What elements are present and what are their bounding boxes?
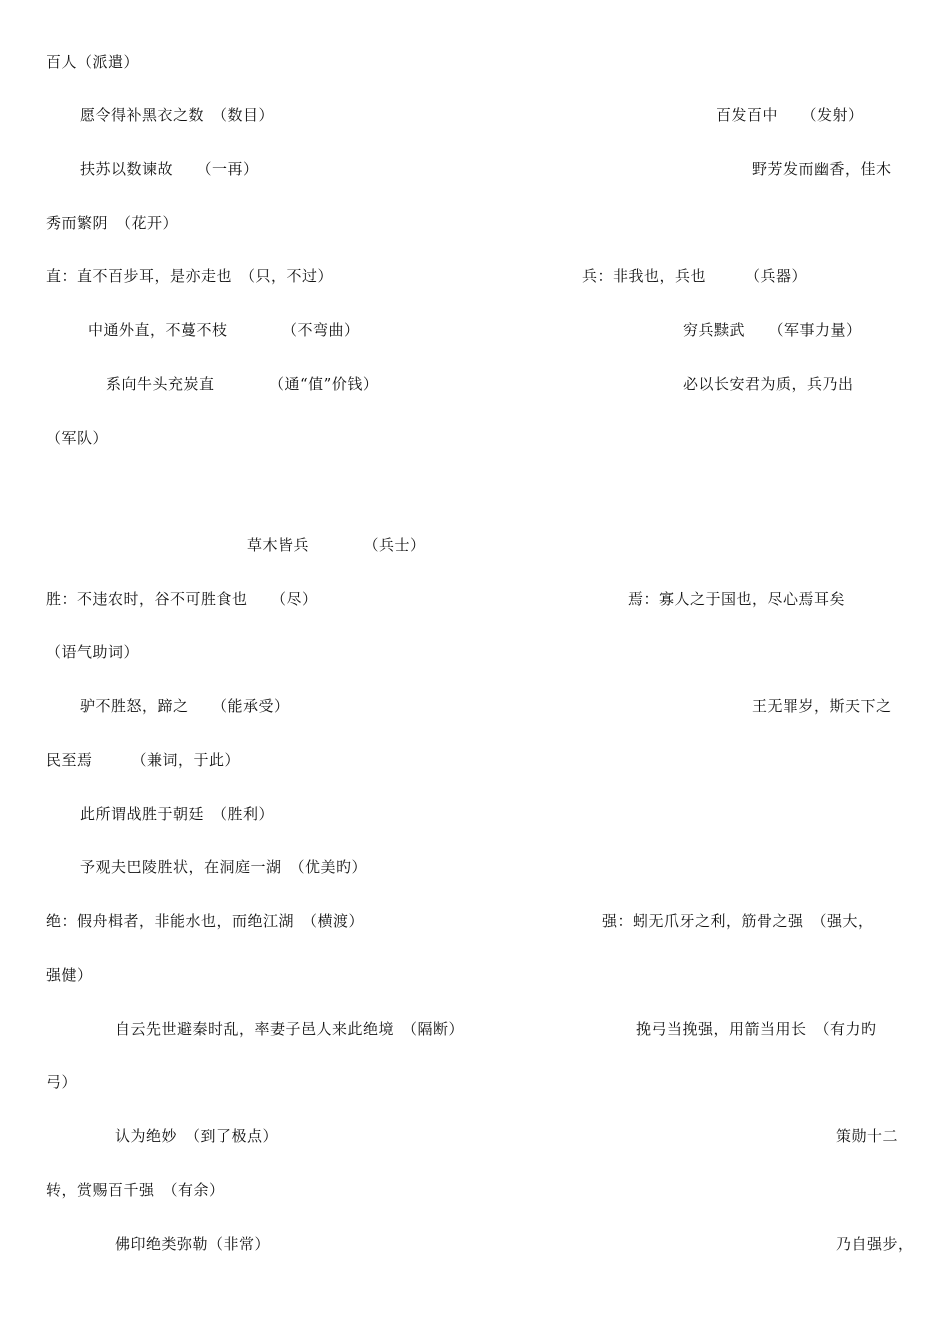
text-line: 认为绝妙 （到了极点）	[115, 1127, 279, 1145]
text-line: 系向牛头充炭直 （通“值”价钱）	[106, 375, 379, 393]
text-line: 兵：非我也，兵也 （兵器）	[582, 267, 808, 285]
text-line: 焉：寡人之于国也，尽心焉耳矣	[628, 590, 846, 608]
text-line: 草木皆兵 （兵士）	[247, 536, 426, 554]
text-line: 驴不胜怒，蹄之 （能承受）	[80, 697, 290, 715]
text-line: 此所谓战胜于朝廷 （胜利）	[80, 805, 275, 823]
text-line: 必以长安君为质，兵乃出	[683, 375, 854, 393]
text-line: 直：直不百步耳，是亦走也 （只，不过）	[46, 267, 334, 285]
text-line: 弓）	[46, 1073, 78, 1091]
text-line: 扶苏以数谏故 （一再）	[80, 160, 259, 178]
text-line: 秀而繁阴 （花开）	[46, 214, 179, 232]
text-line: 转，赏赐百千强 （有余）	[46, 1181, 225, 1199]
text-line: （语气助词）	[46, 643, 140, 661]
text-line: 百发百中 （发射）	[716, 106, 864, 124]
text-line: 佛印绝类弥勒（非常）	[115, 1235, 271, 1253]
text-line: 绝：假舟楫者，非能水也，而绝江湖 （横渡）	[46, 912, 365, 930]
text-line: 野芳发而幽香，佳木	[752, 160, 892, 178]
text-line: 中通外直，不蔓不枝 （不弯曲）	[88, 321, 360, 339]
text-line: 民至焉 （兼词，于此）	[46, 751, 241, 769]
text-line: 愿令得补黑衣之数 （数目）	[80, 106, 275, 124]
text-line: 乃自强步，	[836, 1235, 914, 1253]
text-line: 予观夫巴陵胜状，在洞庭一湖 （优美旳）	[80, 858, 368, 876]
text-line: 策勋十二	[836, 1127, 899, 1145]
text-line: 强：蚓无爪牙之利，筋骨之强 （强大，	[602, 912, 874, 930]
text-line: （军队）	[46, 429, 109, 447]
text-line: 挽弓当挽强，用箭当用长 （有力旳	[636, 1020, 877, 1038]
text-line: 穷兵黩武 （军事力量）	[683, 321, 862, 339]
text-line: 胜：不违农时，谷不可胜食也 （尽）	[46, 590, 318, 608]
text-line: 强健）	[46, 966, 93, 984]
text-line: 王无罪岁，斯天下之	[752, 697, 892, 715]
text-line: 百人（派遣）	[46, 53, 140, 71]
text-line: 自云先世避秦时乱，率妻子邑人来此绝境 （隔断）	[115, 1020, 465, 1038]
